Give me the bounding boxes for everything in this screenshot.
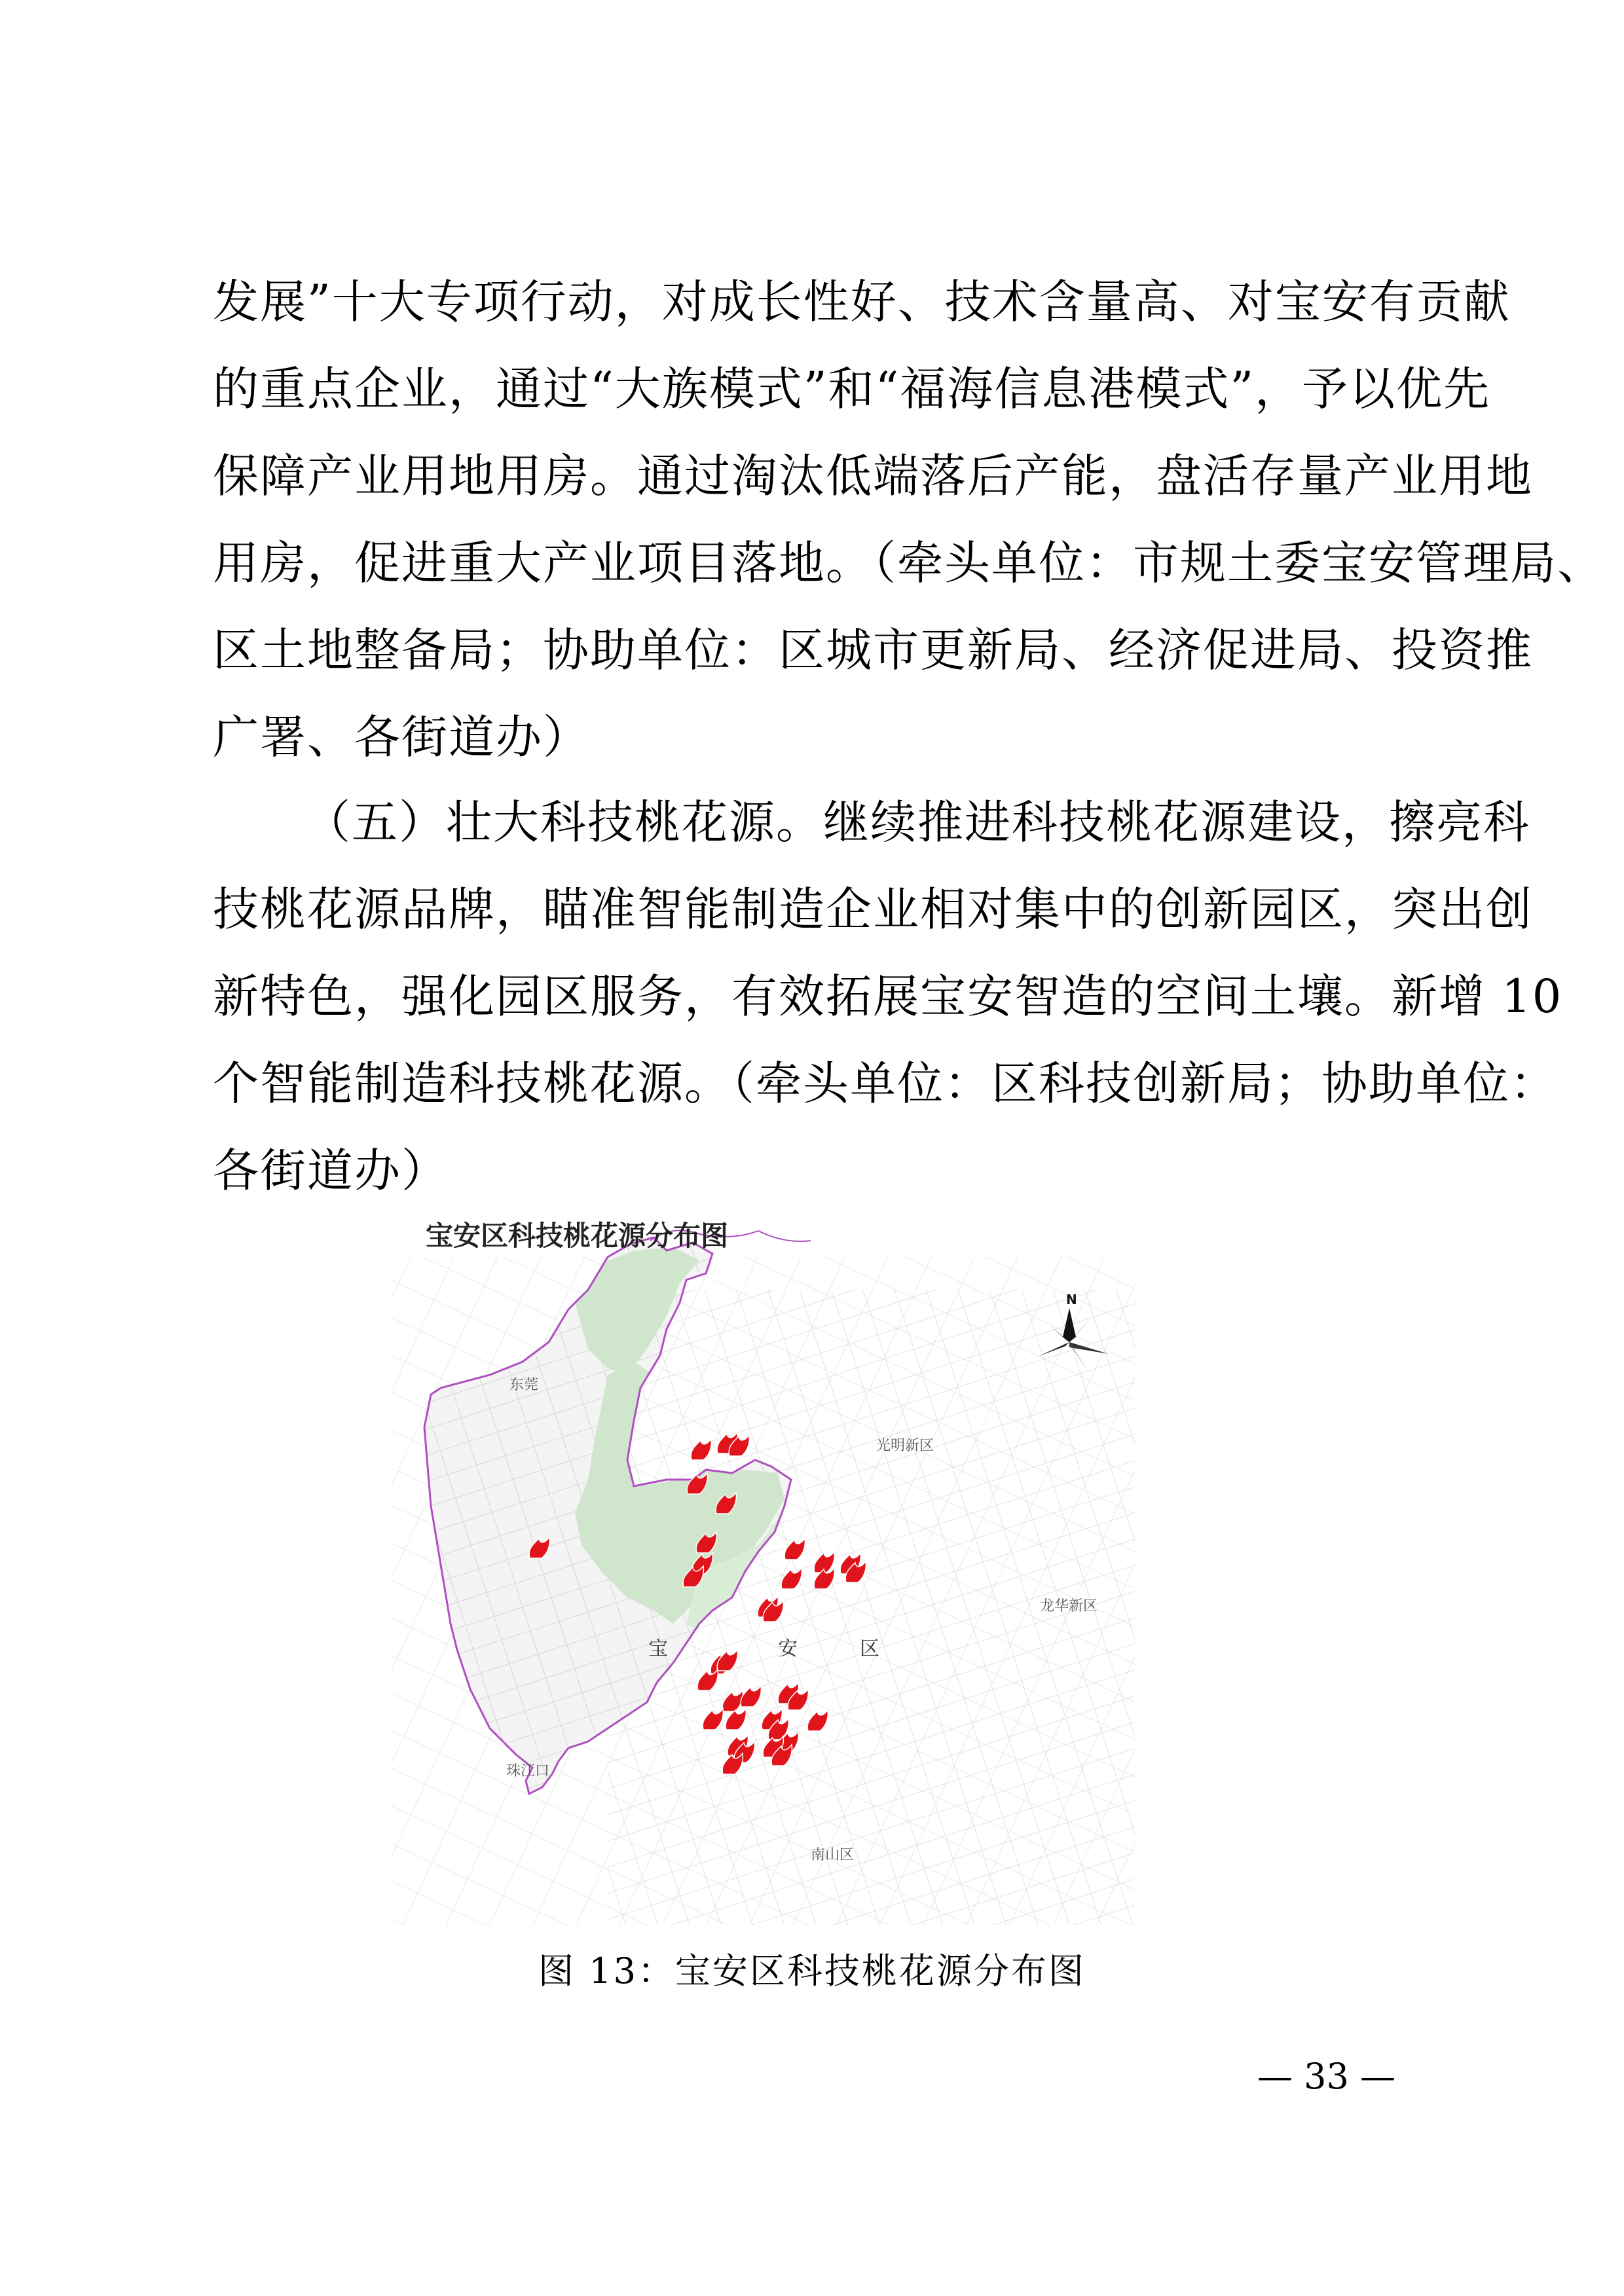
label-guangming: 光明新区 [876,1438,934,1454]
text-line: 区土地整备局；协助单位：区城市更新局、经济促进局、投资推 [213,623,1533,677]
label-qu: 区 [860,1637,879,1660]
label-longhua: 龙华新区 [1040,1598,1098,1614]
text-line: 技桃花源品牌，瞄准智能制造企业相对集中的创新园区，突出创 [213,883,1533,936]
label-zhujiangkou: 珠江口 [506,1763,550,1779]
text-line: 广署、各街道办） [213,710,590,764]
text-line: 的重点企业，通过“大族模式”和“福海信息港模式”，予以优先 [213,362,1491,416]
distribution-map-figure [392,1205,1135,1925]
text-line: 个智能制造科技桃花源。（牵头单位：区科技创新局；协助单位： [213,1057,1557,1110]
paragraph-tech-parks [213,779,1563,1214]
label-an: 安 [778,1637,798,1660]
text-line: 保障产业用地用房。通过淘汰低端落后产能，盘活存量产业用地 [213,449,1533,503]
text-line: 新特色，强化园区服务，有效拓展宝安智造的空间土壤。新增 10 [213,970,1563,1023]
text-line: 用房，促进重大产业项目落地。（牵头单位：市规土委宝安管理局、 [213,536,1604,590]
distribution-map [392,1205,1135,1925]
text-line: 发展”十大专项行动，对成长性好、技术含量高、对宝安有贡献 [213,275,1511,329]
label-bao: 宝 [648,1637,668,1660]
figure-caption: 图 13：宝安区科技桃花源分布图 [538,1950,1086,1992]
paragraph-land-support [213,259,1604,781]
text-line: （五）壮大科技桃花源。继续推进科技桃花源建设，擦亮科 [304,795,1530,849]
north-label: N [1066,1292,1077,1307]
label-nanshan: 南山区 [811,1847,855,1863]
label-dongguan: 东莞 [509,1377,539,1393]
map-title: 宝安区科技桃花源分布图 [426,1220,729,1252]
page-number: — 33 — [1257,2056,1396,2097]
text-line: 各街道办） [213,1144,449,1197]
